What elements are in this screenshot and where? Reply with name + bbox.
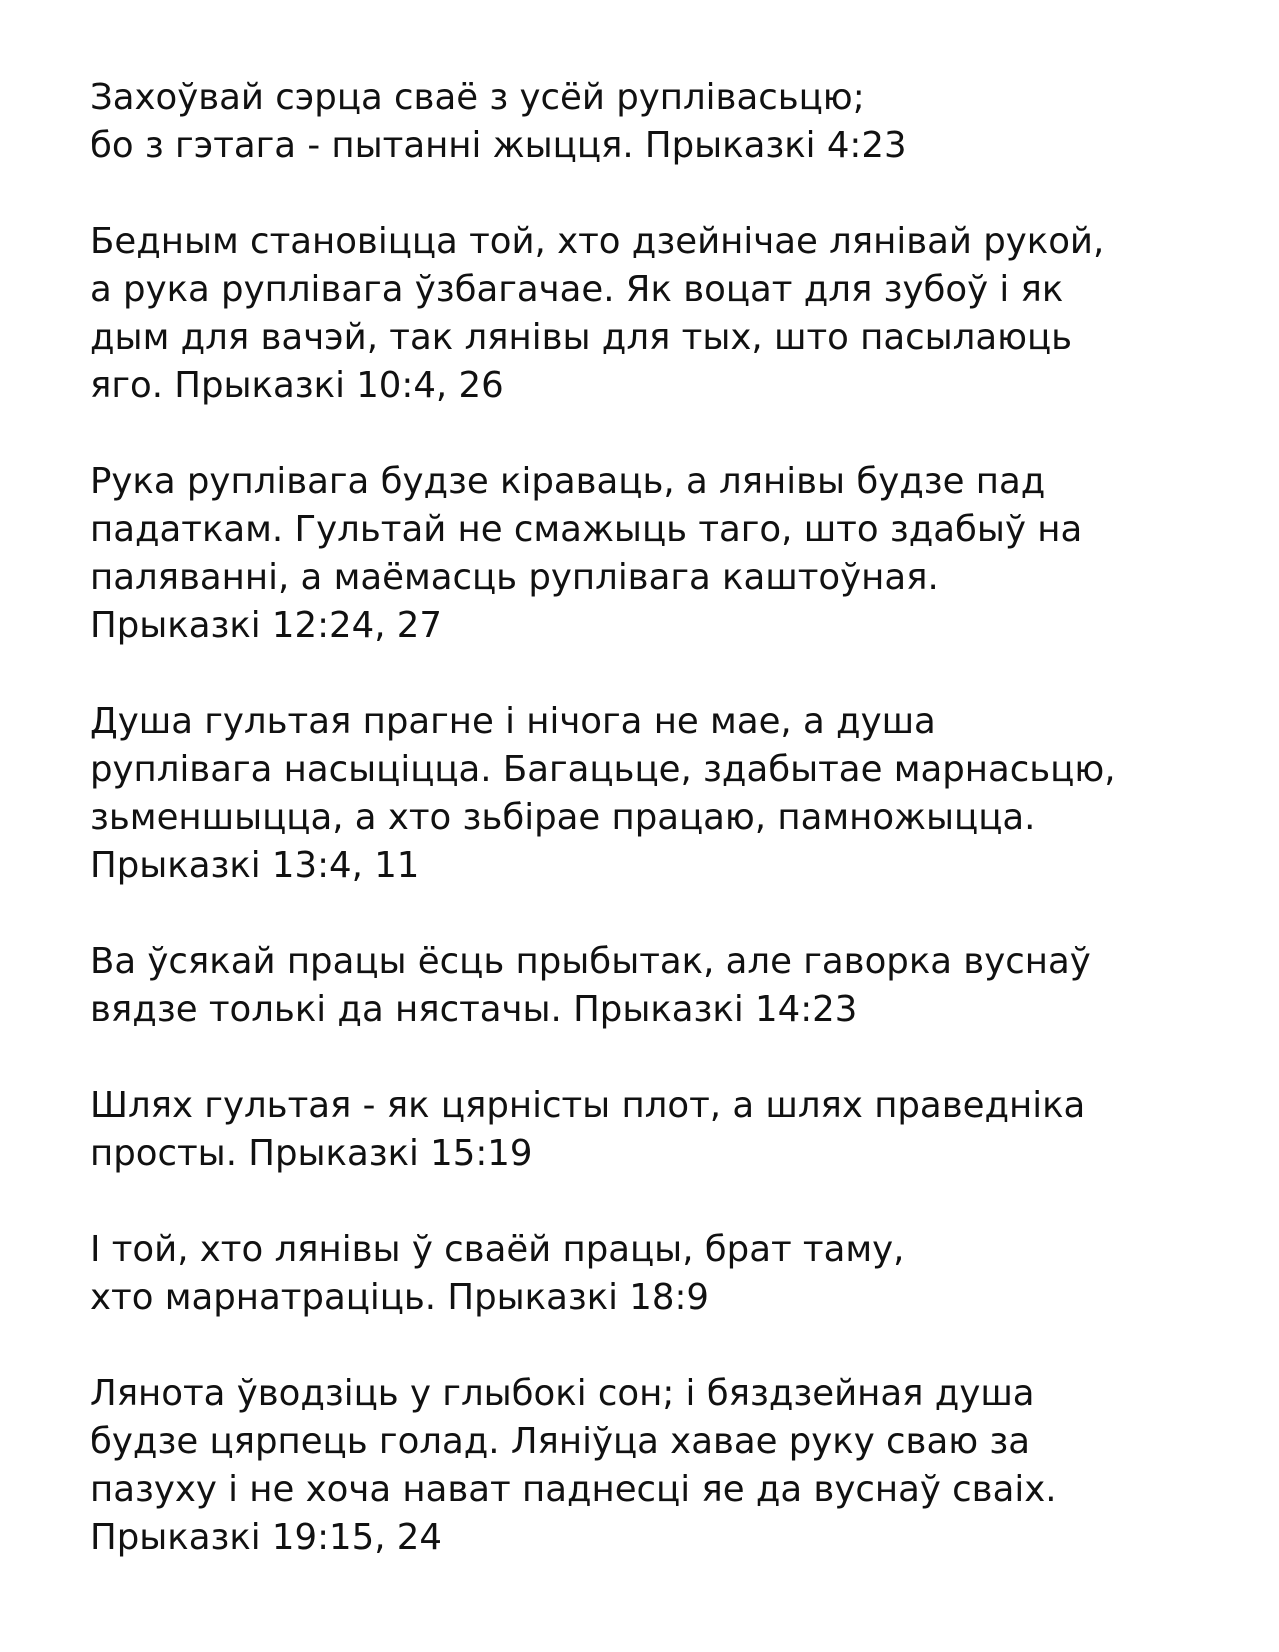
- paragraph-proverbs-4-23: [90, 74, 1230, 170]
- text-line: паляванні, а маёмасць руплівага каштоўная.: [90, 557, 939, 598]
- paragraph-proverbs-10: [90, 218, 1230, 410]
- text-line: Ва ўсякай працы ёсць прыбытак, але гаворка вуснаў: [90, 941, 1091, 982]
- paragraph-proverbs-14: [90, 938, 1230, 1034]
- text-line: Душа гультая прагне і нічога не мае, а душа: [90, 701, 936, 742]
- text-line: бо з гэтага - пытанні жыцця. Прыказкі 4:23: [90, 125, 907, 166]
- text-line: просты. Прыказкі 15:19: [90, 1133, 533, 1174]
- text-line: Прыказкі 12:24, 27: [90, 605, 442, 646]
- paragraph-proverbs-13: [90, 698, 1230, 890]
- text-line: зьменшыцца, а хто зьбірае працаю, памножыцца.: [90, 797, 1036, 838]
- text-line: падаткам. Гультай не смажыць таго, што здабыў на: [90, 509, 1083, 550]
- paragraph-proverbs-19: [90, 1370, 1230, 1562]
- text-line: Бедным становіцца той, хто дзейнічае лянівай рукой,: [90, 221, 1105, 262]
- text-line: яго. Прыказкі 10:4, 26: [90, 365, 504, 406]
- text-line: Рука руплівага будзе кіраваць, а лянівы будзе пад: [90, 461, 1046, 502]
- text-line: Прыказкі 13:4, 11: [90, 845, 420, 886]
- text-line: Прыказкі 19:15, 24: [90, 1517, 442, 1558]
- document-page: [90, 74, 1230, 1610]
- paragraph-proverbs-12: [90, 458, 1230, 650]
- paragraph-proverbs-18: [90, 1226, 1230, 1322]
- text-line: вядзе толькі да нястачы. Прыказкі 14:23: [90, 989, 858, 1030]
- text-line: а рука руплівага ўзбагачае. Як воцат для зубоў і як: [90, 269, 1064, 310]
- text-line: хто марнатраціць. Прыказкі 18:9: [90, 1277, 710, 1318]
- text-line: І той, хто лянівы ў сваёй працы, брат таму,: [90, 1229, 905, 1270]
- text-line: руплівага насыціцца. Багацьце, здабытае марнасьцю,: [90, 749, 1116, 790]
- text-line: будзе цярпець голад. Ляніўца хавае руку сваю за: [90, 1421, 1031, 1462]
- text-line: Лянота ўводзіць у глыбокі сон; і бяздзейная душа: [90, 1373, 1035, 1414]
- paragraph-proverbs-15: [90, 1082, 1230, 1178]
- text-line: Захоўвай сэрца сваё з усёй руплівасьцю;: [90, 77, 865, 118]
- text-line: дым для вачэй, так лянівы для тых, што пасылаюць: [90, 317, 1073, 358]
- text-line: Шлях гультая - як цярністы плот, а шлях праведніка: [90, 1085, 1086, 1126]
- text-line: пазуху і не хоча нават паднесці яе да вуснаў сваіх.: [90, 1469, 1057, 1510]
